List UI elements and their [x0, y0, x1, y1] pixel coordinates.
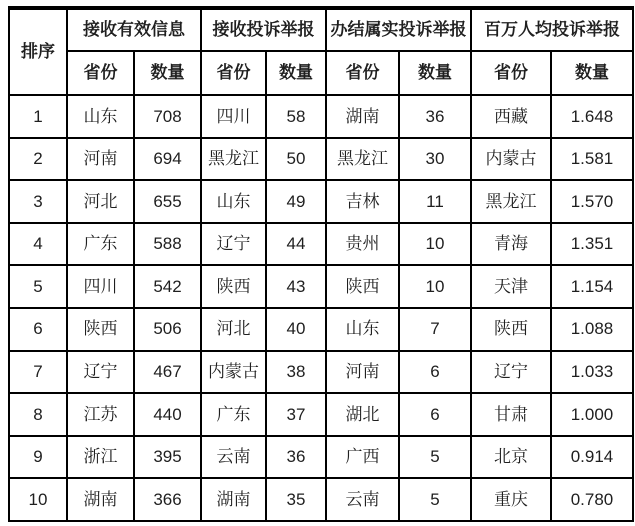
group-header-received-complaints: 接收投诉举报	[201, 8, 326, 51]
value-cell: 49	[266, 180, 326, 223]
subheader-quantity: 数量	[399, 51, 471, 95]
table-row	[9, 95, 633, 138]
group-header-per-million: 百万人均投诉举报	[471, 8, 633, 51]
value-cell: 10	[399, 223, 471, 266]
province-cell: 陕西	[201, 265, 266, 308]
group-header-received-info: 接收有效信息	[67, 8, 201, 51]
value-cell: 708	[134, 95, 201, 138]
rank-cell: 8	[9, 393, 67, 436]
rank-cell: 9	[9, 436, 67, 479]
value-cell: 440	[134, 393, 201, 436]
sub-header-row	[9, 51, 633, 95]
province-cell: 内蒙古	[201, 351, 266, 394]
table-row	[9, 308, 633, 351]
province-cell: 山东	[201, 180, 266, 223]
value-cell: 6	[399, 351, 471, 394]
value-cell: 1.154	[551, 265, 633, 308]
rank-cell: 5	[9, 265, 67, 308]
province-cell: 辽宁	[201, 223, 266, 266]
province-cell: 湖南	[67, 478, 134, 521]
table-row	[9, 265, 633, 308]
value-cell: 366	[134, 478, 201, 521]
province-cell: 河北	[201, 308, 266, 351]
value-cell: 37	[266, 393, 326, 436]
province-cell: 天津	[471, 265, 551, 308]
value-cell: 1.570	[551, 180, 633, 223]
rank-cell: 10	[9, 478, 67, 521]
table-row	[9, 393, 633, 436]
rank-cell: 6	[9, 308, 67, 351]
value-cell: 0.780	[551, 478, 633, 521]
value-cell: 50	[266, 138, 326, 181]
value-cell: 40	[266, 308, 326, 351]
value-cell: 36	[266, 436, 326, 479]
province-cell: 江苏	[67, 393, 134, 436]
province-cell: 青海	[471, 223, 551, 266]
table-row	[9, 138, 633, 181]
table-header	[9, 8, 633, 95]
value-cell: 467	[134, 351, 201, 394]
value-cell: 1.033	[551, 351, 633, 394]
value-cell: 655	[134, 180, 201, 223]
province-cell: 广东	[67, 223, 134, 266]
value-cell: 694	[134, 138, 201, 181]
table-row	[9, 436, 633, 479]
province-cell: 辽宁	[471, 351, 551, 394]
rank-cell: 3	[9, 180, 67, 223]
value-cell: 588	[134, 223, 201, 266]
value-cell: 43	[266, 265, 326, 308]
province-cell: 贵州	[326, 223, 399, 266]
value-cell: 1.088	[551, 308, 633, 351]
value-cell: 1.351	[551, 223, 633, 266]
province-cell: 黑龙江	[201, 138, 266, 181]
province-cell: 山东	[67, 95, 134, 138]
rank-cell: 7	[9, 351, 67, 394]
value-cell: 6	[399, 393, 471, 436]
value-cell: 38	[266, 351, 326, 394]
table-body	[9, 95, 633, 521]
province-cell: 浙江	[67, 436, 134, 479]
province-cell: 广西	[326, 436, 399, 479]
table-row	[9, 180, 633, 223]
province-cell: 四川	[67, 265, 134, 308]
value-cell: 542	[134, 265, 201, 308]
group-header-verified-complaints: 办结属实投诉举报	[326, 8, 471, 51]
value-cell: 11	[399, 180, 471, 223]
value-cell: 36	[399, 95, 471, 138]
rank-header-cell: 排序	[9, 8, 67, 95]
value-cell: 5	[399, 436, 471, 479]
province-cell: 黑龙江	[471, 180, 551, 223]
subheader-province: 省份	[201, 51, 266, 95]
province-cell: 河北	[67, 180, 134, 223]
table-row	[9, 223, 633, 266]
province-cell: 广东	[201, 393, 266, 436]
value-cell: 0.914	[551, 436, 633, 479]
rank-cell: 1	[9, 95, 67, 138]
province-cell: 湖南	[326, 95, 399, 138]
province-cell: 内蒙古	[471, 138, 551, 181]
province-cell: 甘肃	[471, 393, 551, 436]
value-cell: 395	[134, 436, 201, 479]
value-cell: 30	[399, 138, 471, 181]
value-cell: 1.000	[551, 393, 633, 436]
value-cell: 35	[266, 478, 326, 521]
value-cell: 1.648	[551, 95, 633, 138]
province-cell: 辽宁	[67, 351, 134, 394]
province-cell: 山东	[326, 308, 399, 351]
subheader-quantity: 数量	[266, 51, 326, 95]
value-cell: 58	[266, 95, 326, 138]
rank-cell: 4	[9, 223, 67, 266]
province-cell: 云南	[201, 436, 266, 479]
rank-cell: 2	[9, 138, 67, 181]
value-cell: 44	[266, 223, 326, 266]
table-row	[9, 478, 633, 521]
subheader-province: 省份	[67, 51, 134, 95]
province-cell: 陕西	[326, 265, 399, 308]
group-header-row	[9, 8, 633, 51]
value-cell: 506	[134, 308, 201, 351]
province-cell: 黑龙江	[326, 138, 399, 181]
province-cell: 陕西	[471, 308, 551, 351]
subheader-quantity: 数量	[134, 51, 201, 95]
province-cell: 云南	[326, 478, 399, 521]
province-cell: 河南	[67, 138, 134, 181]
province-cell: 北京	[471, 436, 551, 479]
value-cell: 1.581	[551, 138, 633, 181]
province-cell: 湖南	[201, 478, 266, 521]
province-cell: 重庆	[471, 478, 551, 521]
subheader-quantity: 数量	[551, 51, 633, 95]
table-row	[9, 351, 633, 394]
province-complaints-ranking-table	[8, 6, 634, 522]
subheader-province: 省份	[326, 51, 399, 95]
province-cell: 河南	[326, 351, 399, 394]
value-cell: 7	[399, 308, 471, 351]
province-cell: 四川	[201, 95, 266, 138]
value-cell: 5	[399, 478, 471, 521]
subheader-province: 省份	[471, 51, 551, 95]
value-cell: 10	[399, 265, 471, 308]
rankings-table-wrapper	[8, 6, 632, 522]
province-cell: 陕西	[67, 308, 134, 351]
province-cell: 吉林	[326, 180, 399, 223]
province-cell: 湖北	[326, 393, 399, 436]
province-cell: 西藏	[471, 95, 551, 138]
